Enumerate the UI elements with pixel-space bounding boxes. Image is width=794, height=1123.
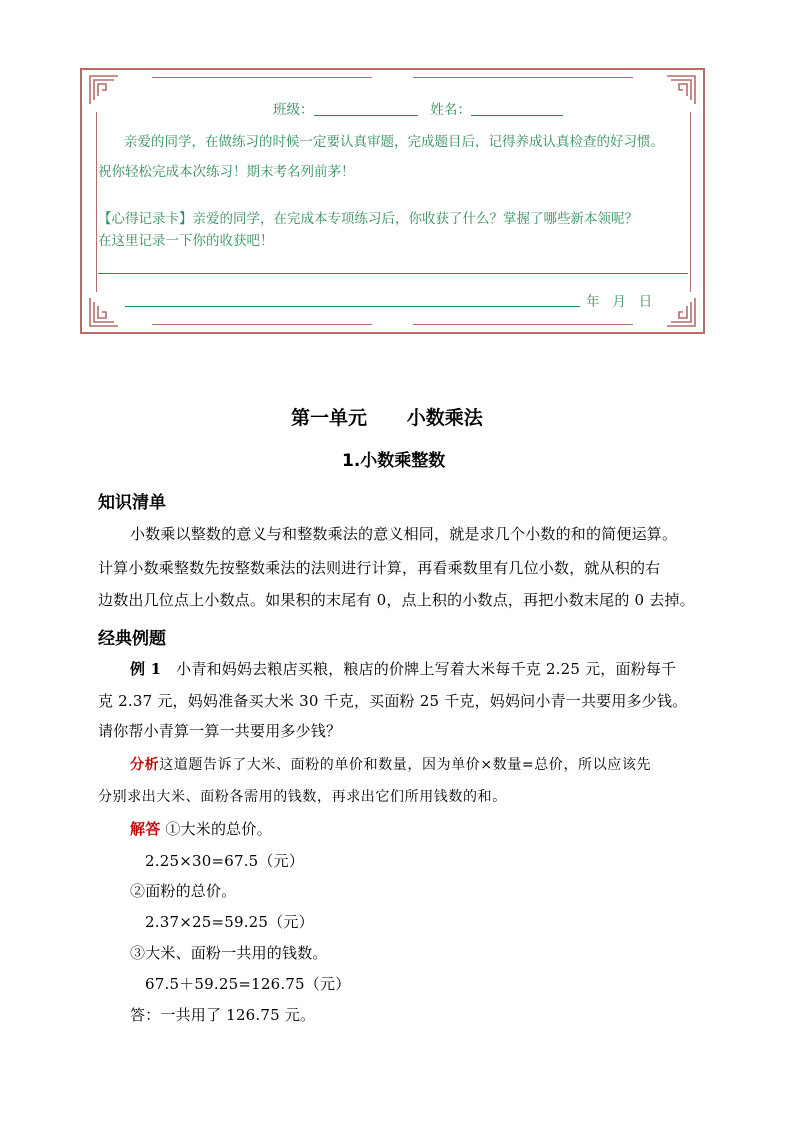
answer-line-1 — [130, 818, 272, 839]
answer-step-1: ①大米的总价。 — [165, 820, 272, 838]
analysis-text-1: 这道题告诉了大米、面粉的单价和数量，因为单价×数量=总价，所以应该先 — [159, 757, 652, 773]
knowledge-heading: 知识清单 — [98, 493, 166, 513]
knowledge-line-2: 计算小数乘整数先按整数乘法的法则进行计算，再看乘数里有几位小数，就从积的右 — [98, 559, 661, 577]
example-line-2: 克 2.37 元，妈妈准备买大米 30 千克，买面粉 25 千克，妈妈问小青一共要用多少钱。 — [98, 692, 688, 710]
example-line-1-text: 小青和妈妈去粮店买粮，粮店的价牌上写着大米每千克 2.25 元，面粉每千 — [176, 660, 677, 678]
record-label: 【心得记录卡】 — [98, 211, 193, 227]
class-field[interactable] — [314, 101, 418, 116]
answer-step-2: 2.25×30=67.5（元） — [145, 852, 305, 870]
example-line-1 — [130, 658, 676, 679]
record-line-2: 在这里记录一下你的收获吧！ — [98, 233, 274, 249]
example-line-3: 请你帮小青算一算一共要用多少钱？ — [98, 722, 342, 740]
answer-label: 解答 — [130, 820, 161, 838]
intro-line-1: 亲爱的同学，在做练习的时候一定要认真审题，完成题目后，记得养成认真检查的好习惯。 — [124, 134, 664, 150]
knowledge-line-1: 小数乘以整数的意义与和整数乘法的意义相同，就是求几个小数的和的简便运算。 — [130, 525, 678, 543]
frame-bottom-line-left — [152, 324, 372, 325]
record-write-line-1[interactable] — [98, 273, 688, 274]
corner-ornament-icon — [665, 296, 697, 328]
name-label: 姓名： — [430, 102, 471, 118]
answer-step-6: 67.5＋59.25=126.75（元） — [145, 975, 351, 993]
frame-bottom-line-right — [413, 324, 633, 325]
corner-ornament-icon — [88, 296, 120, 328]
analysis-line-1 — [130, 754, 651, 774]
name-field[interactable] — [471, 101, 563, 116]
answer-step-3: ②面粉的总价。 — [130, 882, 237, 900]
corner-ornament-icon — [88, 74, 120, 106]
record-write-line-2[interactable] — [125, 306, 580, 307]
answer-final: 答：一共用了 126.75 元。 — [130, 1006, 316, 1024]
frame-right-line — [690, 112, 691, 292]
class-name-row — [273, 98, 563, 118]
example-label: 例 1 — [130, 660, 162, 678]
lesson-title: 1.小数乘整数 — [342, 451, 446, 471]
frame-left-line — [96, 112, 97, 292]
analysis-line-2: 分别求出大米、面粉各需用的钱数，再求出它们所用钱数的和。 — [98, 789, 507, 805]
unit-title: 第一单元 小数乘法 — [291, 407, 483, 429]
date-label: 年 月 日 — [586, 294, 653, 310]
example-heading: 经典例题 — [98, 629, 166, 649]
answer-step-5: ③大米、面粉一共用的钱数。 — [130, 944, 328, 962]
frame-top-line-right — [413, 77, 633, 78]
class-label: 班级： — [273, 102, 314, 118]
intro-line-2: 祝你轻松完成本次练习！期末考名列前茅！ — [98, 164, 355, 180]
record-line-1-text: 亲爱的同学，在完成本专项练习后，你收获了什么？掌握了哪些新本领呢？ — [192, 211, 638, 227]
frame-top-line-left — [152, 77, 372, 78]
answer-step-4: 2.37×25=59.25（元） — [145, 913, 314, 931]
corner-ornament-icon — [665, 74, 697, 106]
analysis-label: 分析 — [130, 757, 160, 773]
knowledge-line-3: 边数出几位点上小数点。如果积的末尾有 0，点上积的小数点，再把小数末尾的 0 去掉。 — [98, 591, 695, 609]
record-line-1 — [98, 207, 638, 227]
